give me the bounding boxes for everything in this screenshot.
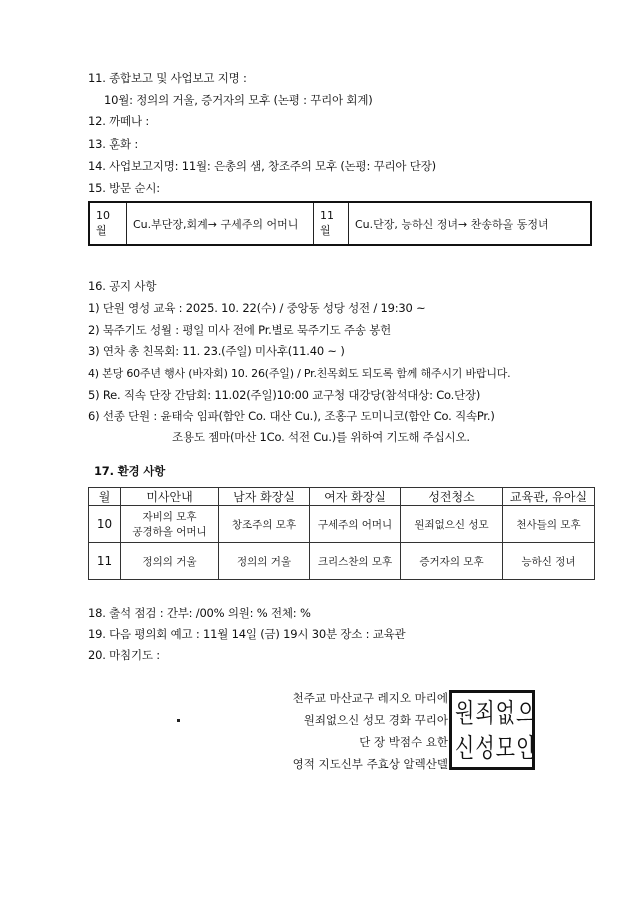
header-womens-restroom: 여자 화장실 [310,488,401,506]
notice-1: 1) 단원 영성 교육 : 2025. 10. 22(수) / 중앙동 성당 성전 / 19:30 ~ [88,301,426,315]
cell-sanctuary-cleaning: 증거자의 모후 [401,543,503,580]
notice-6: 6) 선종 단원 : 윤태숙 임파(함안 Co. 대산 Cu.), 조홍구 도미니코(함안 Co. 직속Pr.) [88,409,495,423]
cell-womens-restroom: 구세주의 어머니 [310,506,401,543]
header-mens-restroom: 남자 화장실 [219,488,310,506]
notice-3: 3) 연차 총 친목회: 11. 23.(주일) 미사후(11.40 ~ ) [88,344,345,358]
seal-glyph: 으 [515,697,536,729]
cell-month: 10 [89,506,121,543]
cell-mens-restroom: 창조주의 모후 [219,506,310,543]
notice-5: 5) Re. 직속 단장 간담회: 11.02(주일)10:00 교구청 대강당(참석대상: Co.단장) [88,388,481,402]
cell-womens-restroom: 크리스찬의 모후 [310,543,401,580]
cell-line: 공경하올 어머니 [132,526,207,538]
signature-line-4: 영적 지도신부 주효상 알렉산델 [292,757,448,771]
item-13: 13. 훈화 : [88,137,139,151]
seal-glyph: 없 [495,697,515,729]
signature-line-2: 원죄없으신 성모 경화 꾸리아 [303,713,448,727]
notices-title: 16. 공지 사항 [88,279,157,293]
header-sanctuary-cleaning: 성전청소 [401,488,503,506]
notice-2: 2) 묵주기도 성월 : 평일 미사 전에 Pr.별로 묵주기도 주송 봉헌 [88,323,392,337]
signature-line-3: 단 장 박점수 요한 [359,735,448,749]
official-seal-stamp [449,690,535,770]
item-11: 11. 종합보고 및 사업보고 지명 : [88,71,247,85]
item-15: 15. 방문 순시: [88,181,160,195]
item-18-attendance: 18. 출석 점검 : 간부: /00% 의원: % 전체: % [88,606,311,620]
environment-title: 17. 환경 사항 [94,464,166,478]
cell-mens-restroom: 정의의 거울 [219,543,310,580]
visit-month-2: 11월 [314,202,349,245]
environment-duty-table [88,487,595,580]
item-12: 12. 까떼나 : [88,114,150,128]
table-row [89,202,591,245]
cell-education-hall: 천사들의 모후 [503,506,595,543]
cell-sanctuary-cleaning: 원죄없으신 성모 [401,506,503,543]
cell-month: 11 [89,543,121,580]
signature-line-1: 천주교 마산교구 레지오 마리에 [292,691,448,705]
seal-glyph: 신 [455,732,475,764]
seal-glyph: 모 [495,732,515,764]
notice-4: 4) 본당 60주년 행사 (바자회) 10. 26(주일) / Pr.친목회도 되도록 함께 해주시기 바랍니다. [88,367,511,380]
header-education-hall: 교육관, 유아실 [503,488,595,506]
item-20-closing-prayer: 20. 마침기도 : [88,648,160,662]
cell-mass-guide [121,506,219,543]
seal-glyph: 죄 [475,697,495,729]
cell-line: 자비의 모후 [142,511,197,523]
header-mass-guide: 미사안내 [121,488,219,506]
visit-detail-2: Cu.단장, 능하신 정녀→ 찬송하올 동정녀 [349,202,592,245]
item-19-next-meeting: 19. 다음 평의회 예고 : 11월 14일 (금) 19시 30분 장소 : 교육관 [88,627,406,641]
item-14: 14. 사업보고지명: 11월: 은총의 샘, 창조주의 모후 (논평: 꾸리아 단장) [88,159,436,173]
seal-glyph: 원 [455,697,475,729]
visit-detail-1: Cu.부단장,회계→ 구세주의 어머니 [127,202,314,245]
header-month: 월 [89,488,121,506]
table-header-row [89,488,595,506]
stray-mark [177,719,180,722]
item-11-detail: 10월: 정의의 거울, 증거자의 모후 (논평 : 꾸리아 회계) [104,93,373,107]
visit-schedule-table [88,201,592,246]
notice-6-cont: 조용도 젬마(마산 1Co. 석전 Cu.)를 위하여 기도해 주십시오. [172,430,470,444]
table-row [89,543,595,580]
cell-mass-guide: 정의의 거울 [121,543,219,580]
cell-education-hall: 능하신 정녀 [503,543,595,580]
seal-glyph: 성 [475,732,495,764]
seal-glyph: 인 [515,732,536,764]
visit-month-1: 10월 [96,209,110,237]
table-row [89,506,595,543]
